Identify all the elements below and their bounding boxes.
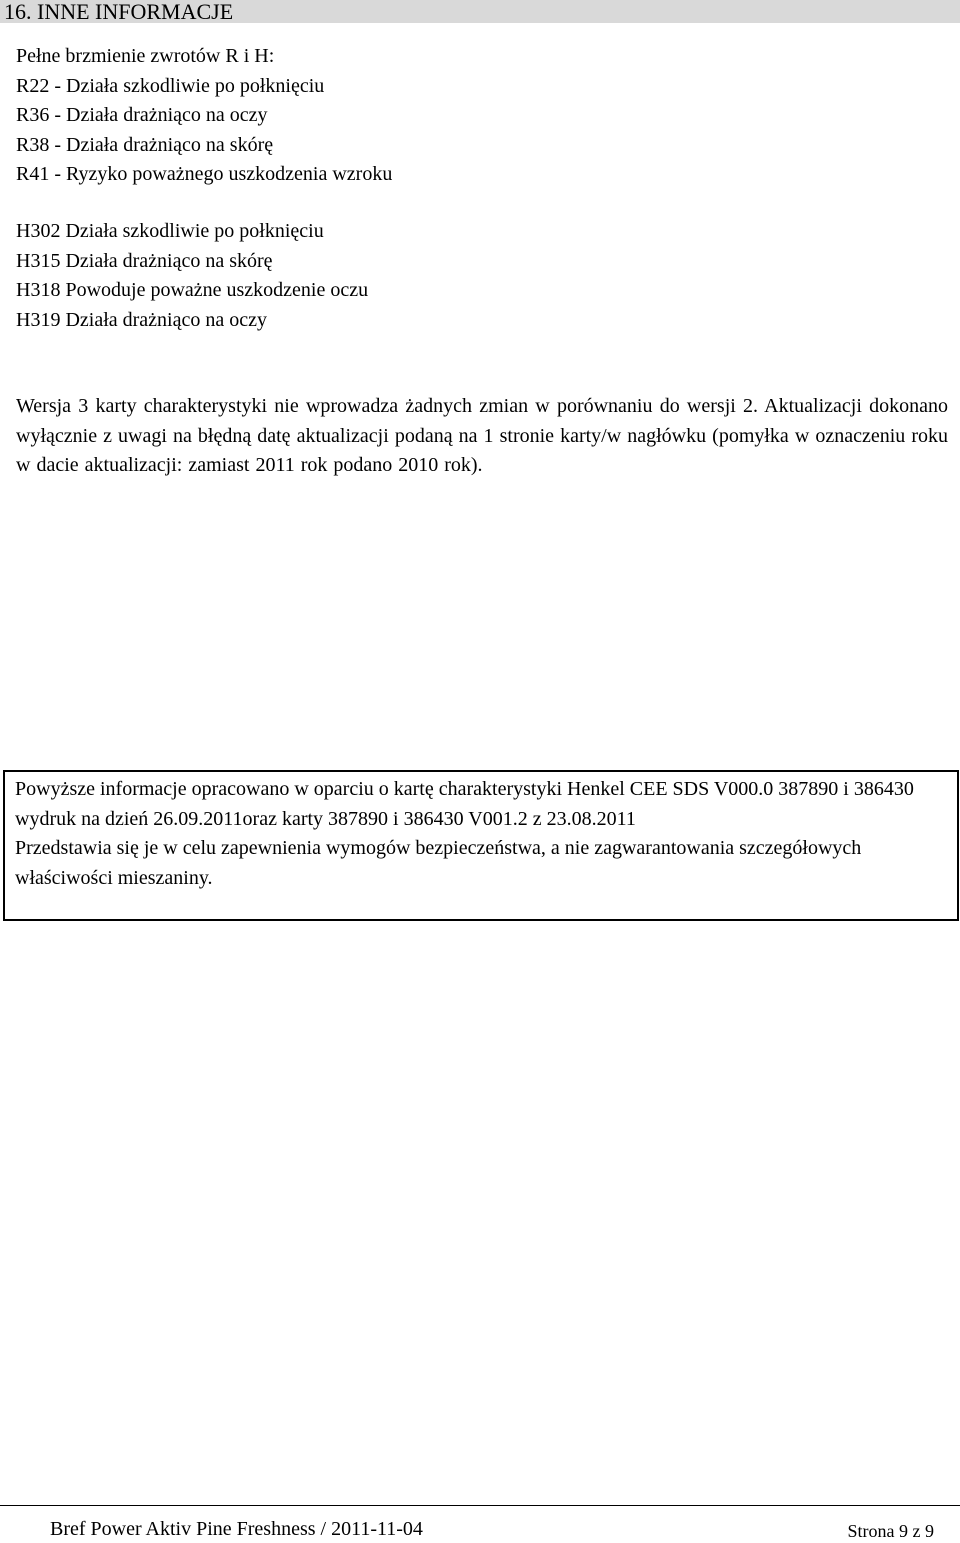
h-phrase-item: H318 Powoduje poważne uszkodzenie oczu: [16, 279, 369, 301]
footer-product: Bref Power Aktiv Pine Freshness / 2011-11-04: [50, 1518, 423, 1540]
r-phrase-item: R36 - Działa drażniąco na oczy: [16, 104, 268, 126]
h-phrases-list: [16, 217, 368, 335]
info-box: [3, 770, 959, 921]
footer-divider: [0, 1505, 960, 1506]
h-phrase-item: H319 Działa drażniąco na oczy: [16, 308, 267, 331]
info-box-source-paragraph: Powyższe informacje opracowano w oparciu o kartę charakterystyki Henkel CEE SDS V000.0 387890 i 386430 wydruk na dzień 26.09.2011oraz karty 387890 i 386430 V001.2 z 23.08.2011: [15, 778, 914, 830]
version-note: Wersja 3 karty charakterystyki nie wprowadza żadnych zmian w porównaniu do wersji 2. Aktualizacji dokonano wyłącznie z uwagi na błędną datę aktualizacji podaną na 1 stronie karty/w nagłówku (pomyłka w oznaczeniu roku w dacie aktualizacji: zamiast 2011 rok podano 2010 rok).: [16, 395, 948, 476]
r-phrase-item: R41 - Ryzyko poważnego uszkodzenia wzroku: [16, 163, 393, 185]
r-phrases-list: [16, 42, 392, 190]
footer-page-number: Strona 9 z 9: [847, 1521, 934, 1541]
r-phrase-item: R38 - Działa drażniąco na skórę: [16, 133, 274, 156]
phrases-heading: Pełne brzmienie zwrotów R i H:: [16, 45, 275, 67]
h-phrase-item: H315 Działa drażniąco na skórę: [16, 249, 273, 272]
r-phrase-item: R22 - Działa szkodliwie po połknięciu: [16, 74, 325, 97]
info-box-purpose-paragraph: Przedstawia się je w celu zapewnienia wymogów bezpieczeństwa, a nie zagwarantowania szczegółowych właściwości mieszaniny.: [15, 837, 862, 889]
section-title: 16. INNE INFORMACJE: [0, 0, 960, 23]
h-phrase-item: H302 Działa szkodliwie po połknięciu: [16, 220, 324, 242]
